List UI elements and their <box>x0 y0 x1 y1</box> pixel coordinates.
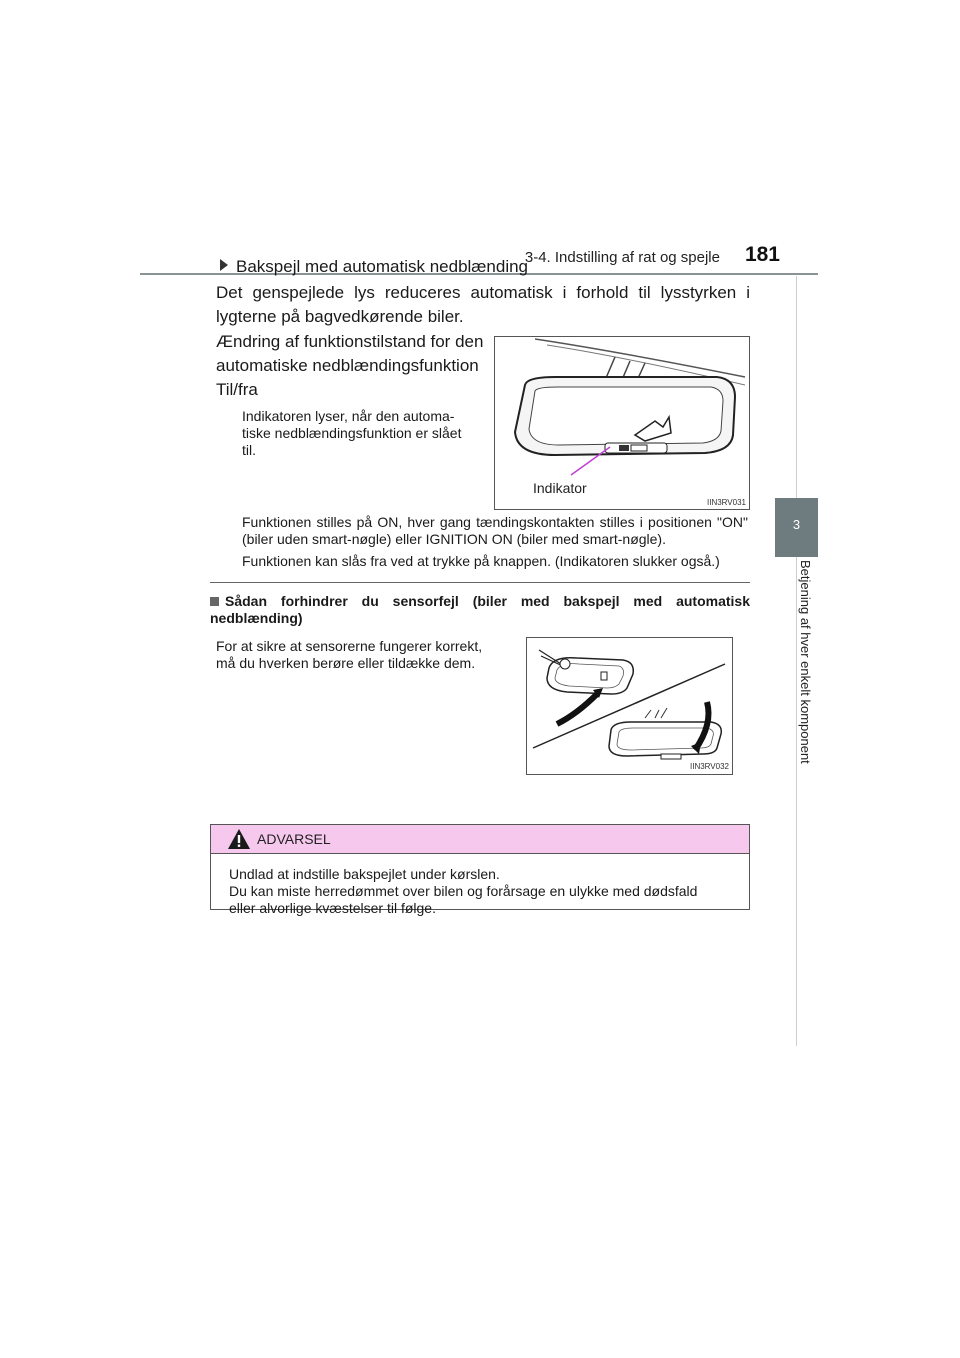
off-note: Funktionen kan slås fra ved at trykke på knappen. (Indikatoren slukker også.) <box>242 553 720 569</box>
auto-on-note: Funktionen stilles på ON, hver gang tændingskontakten stilles i positionen "ON" (biler uden smart-nøgle) eller IGNITION ON (biler med smart-nøgle). <box>242 514 748 547</box>
auto-dimming-heading <box>220 255 760 279</box>
chapter-label: Betjening af hver enkelt komponent <box>798 560 813 764</box>
sensor-illustration <box>527 638 732 774</box>
change-mode-title-line1: Ændring af funktionstilstand for den <box>216 332 484 351</box>
auto-dimming-intro: Det genspejlede lys reduceres automatisk i forhold til lysstyrken i lygterne på bagvedkørende biler. <box>216 283 750 326</box>
warning-header <box>211 825 749 854</box>
section-divider <box>210 582 750 583</box>
indicator-note-line3: til. <box>242 442 256 458</box>
sensor-figure <box>526 637 733 775</box>
indicator-callout: Indikator <box>533 480 587 496</box>
chapter-tab: 3 <box>775 498 818 557</box>
onoff-label: Til/fra <box>216 380 258 399</box>
indicator-note-line1: Indikatoren lyser, når den automa- <box>242 408 455 424</box>
warning-title: ADVARSEL <box>257 831 331 847</box>
change-mode-title-line2: automatiske nedblændingsfunktion <box>216 356 479 375</box>
figure1-code: IIN3RV031 <box>707 498 746 507</box>
page-number: 181 <box>744 243 780 266</box>
mirror-illustration <box>495 337 749 509</box>
section-title: 3-4. Indstilling af rat og spejle <box>524 249 720 266</box>
warning-box <box>210 824 750 916</box>
mirror-indicator-figure <box>494 336 750 510</box>
warning-line3: eller alvorlige kvæstelser til følge. <box>229 900 436 916</box>
sensor-heading <box>210 593 750 627</box>
indicator-note-line2: tiske nedblændingsfunktion er slået <box>242 425 462 441</box>
warning-line1: Undlad at indstille bakspejlet under kørslen. <box>229 866 500 882</box>
sensor-heading-text: Sådan forhindrer du sensorfejl (biler med bakspejl med automatisk nedblænding) <box>210 593 750 626</box>
triangle-bullet-icon <box>220 259 228 271</box>
warning-line2: Du kan miste herredømmet over bilen og forårsage en ulykke med dødsfald <box>229 883 698 899</box>
warning-triangle-icon <box>227 828 251 850</box>
sensor-text-line2: må du hverken berøre eller tildække dem. <box>216 655 476 671</box>
square-bullet-icon <box>210 597 219 606</box>
sensor-text-line1: For at sikre at sensorerne fungerer korrekt, <box>216 638 483 654</box>
auto-dimming-heading-text: Bakspejl med automatisk nedblænding <box>236 257 529 276</box>
figure2-code: IIN3RV032 <box>690 762 729 771</box>
